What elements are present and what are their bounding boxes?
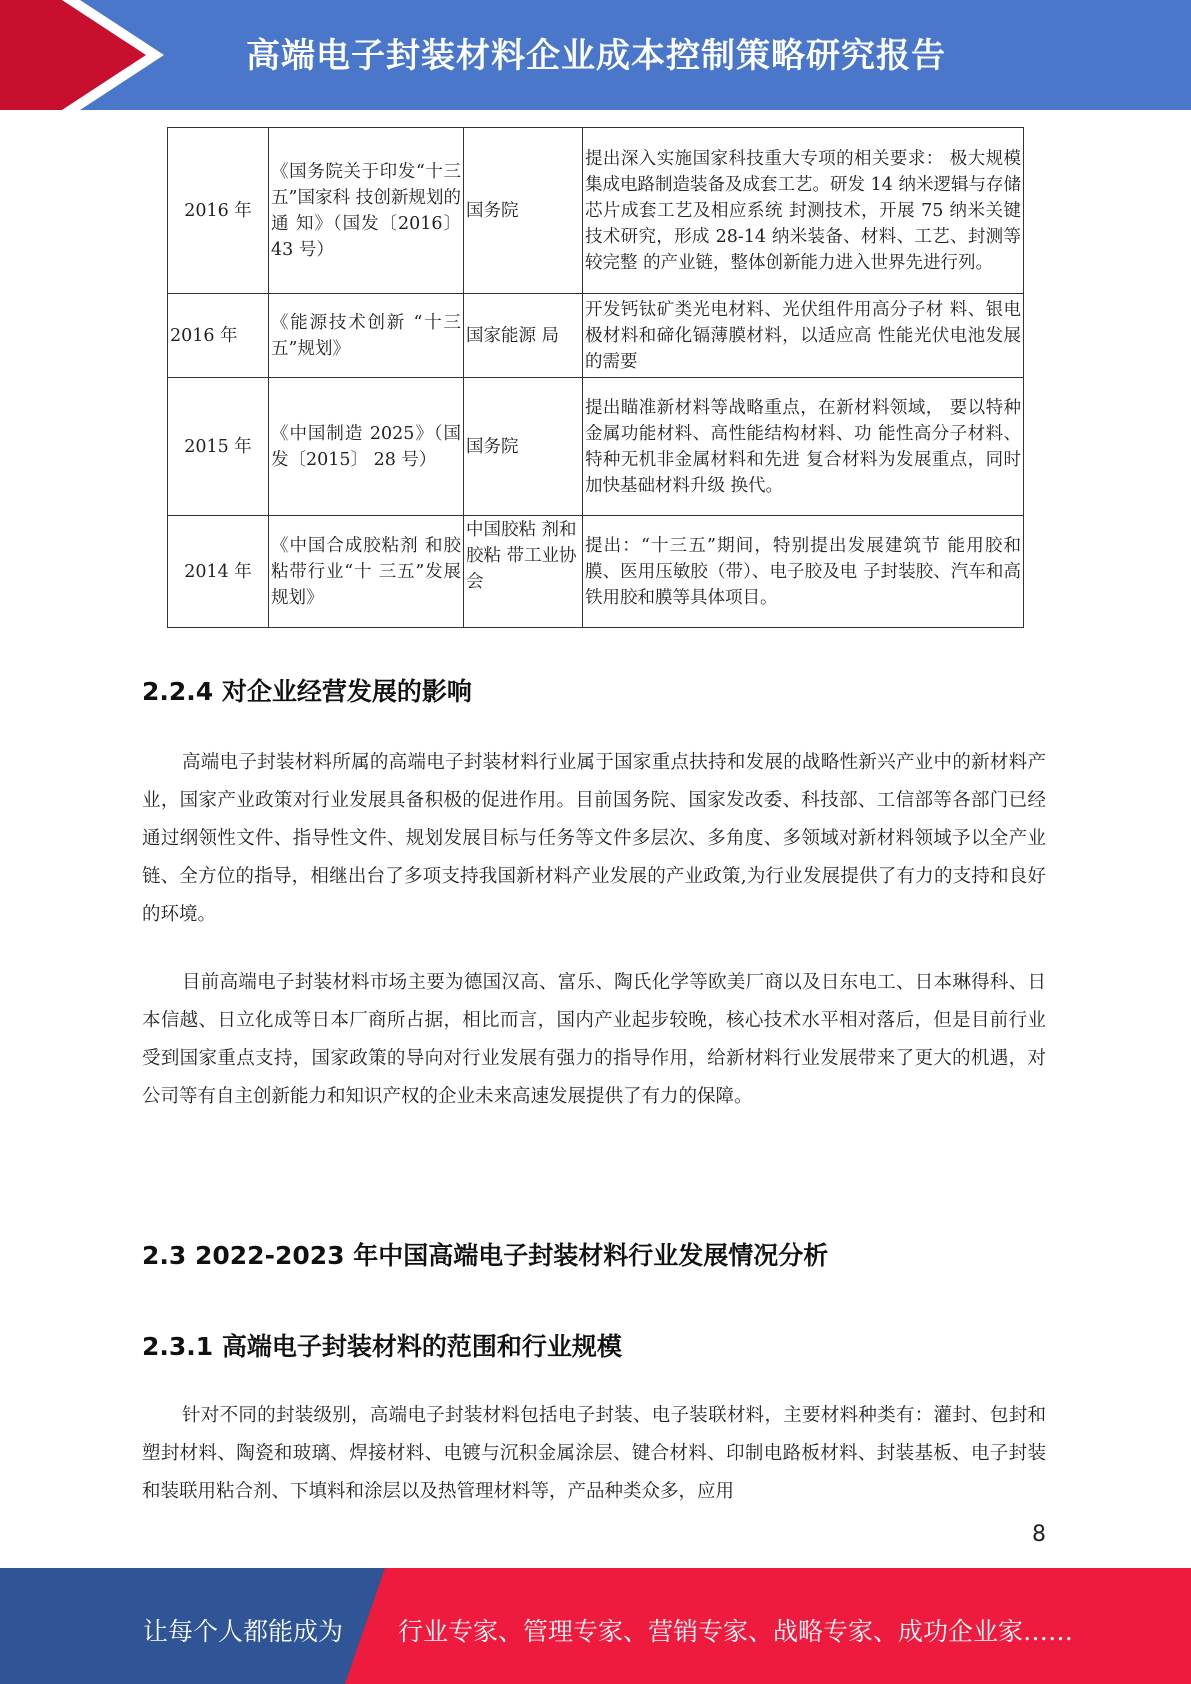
section-heading-2-3-1: 2.3.1 高端电子封装材料的范围和行业规模 — [142, 1332, 622, 1361]
table-row — [168, 294, 1024, 378]
cell-desc: 提出瞄准新材料等战略重点，在新材料领域， 要以特种金属功能材料、高性能结构材料、功 能性高分子材料、特种无机非金属材料和先进 复合材料为发展重点，同时加快基础材料升级 换代。 — [583, 378, 1024, 516]
cell-org: 国务院 — [464, 128, 583, 294]
cell-year: 2016 年 — [168, 294, 269, 378]
header-title: 高端电子封装材料企业成本控制策略研究报告 — [246, 36, 946, 76]
cell-desc: 提出深入实施国家科技重大专项的相关要求： 极大规模集成电路制造装备及成套工艺。研发 14 纳米逻辑与存储芯片成套工艺及相应系统 封测技术，开展 75 纳米关键技术研究，形成 28-14 纳米装备、材料、工艺、封测等较完整 的产业链，整体创新能力进入世界先进行列。 — [583, 128, 1024, 294]
page-header — [0, 0, 1191, 110]
cell-document: 《国务院关于印发“十三五”国家科 技创新规划的通 知》（国发〔2016〕 43 号） — [269, 128, 464, 294]
cell-org: 国务院 — [464, 378, 583, 516]
cell-document: 《中国制造 2025》（国发〔2015〕 28 号） — [269, 378, 464, 516]
cell-year: 2016 年 — [168, 128, 269, 294]
page-number: 8 — [1032, 1522, 1046, 1547]
cell-year: 2014 年 — [168, 516, 269, 628]
section-heading-2-3: 2.3 2022-2023 年中国高端电子封装材料行业发展情况分析 — [142, 1241, 829, 1270]
section-heading-2-2-4: 2.2.4 对企业经营发展的影响 — [142, 677, 472, 706]
cell-document: 《能源技术创新 “十三五”规划》 — [269, 294, 464, 378]
footer-slogan-left: 让每个人都能成为 — [143, 1617, 344, 1646]
cell-org: 中国胶粘 剂和胶粘 带工业协 会 — [464, 516, 583, 628]
table-row — [168, 128, 1024, 294]
table-row — [168, 516, 1024, 628]
cell-desc: 提出：“十三五”期间，特别提出发展建筑节 能用胶和膜、医用压敏胶（带）、电子胶及电 子封装胶、汽车和高铁用胶和膜等具体项目。 — [583, 516, 1024, 628]
page-footer — [0, 1568, 1191, 1684]
paragraph: 高端电子封装材料所属的高端电子封装材料行业属于国家重点扶持和发展的战略性新兴产业中的新材料产业，国家产业政策对行业发展具备积极的促进作用。目前国务院、国家发改委、科技部、工信部等各部门已经通过纲领性文件、指导性文件、规划发展目标与任务等文件多层次、多角度、多领域对新材料领域予以全产业链、全方位的指导，相继出台了多项支持我国新材料产业发展的产业政策,为行业发展提供了有力的支持和良好的环境。 — [142, 752, 1046, 925]
policy-table — [167, 127, 1024, 628]
cell-org: 国家能源 局 — [464, 294, 583, 378]
footer-slogan-right: 行业专家、管理专家、营销专家、战略专家、成功企业家…… — [398, 1617, 1074, 1646]
table-row — [168, 378, 1024, 516]
cell-year: 2015 年 — [168, 378, 269, 516]
cell-document: 《中国合成胶粘剂 和胶粘带行业“十 三五”发展规划》 — [269, 516, 464, 628]
cell-desc: 开发钙钛矿类光电材料、光伏组件用高分子材 料、银电极材料和碲化镉薄膜材料，以适应高 性能光伏电池发展的需要 — [583, 294, 1024, 378]
paragraph: 针对不同的封装级别，高端电子封装材料包括电子封装、电子装联材料，主要材料种类有：灌封、包封和塑封材料、陶瓷和玻璃、焊接材料、电镀与沉积金属涂层、键合材料、印制电路板材料、封装基板、电子封装和装联用粘合剂、下填料和涂层以及热管理材料等，产品种类众多，应用 — [142, 1405, 1046, 1502]
paragraph: 目前高端电子封装材料市场主要为德国汉高、富乐、陶氏化学等欧美厂商以及日东电工、日本琳得科、日本信越、日立化成等日本厂商所占据，相比而言，国内产业起步较晚，核心技术水平相对落后，但是目前行业受到国家重点支持，国家政策的导向对行业发展有强力的指导作用，给新材料行业发展带来了更大的机遇，对公司等有自主创新能力和知识产权的企业未来高速发展提供了有力的保障。 — [142, 972, 1046, 1107]
